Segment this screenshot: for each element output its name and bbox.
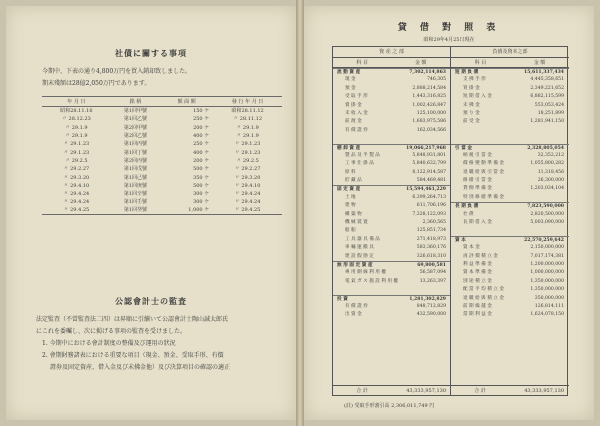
item-row [451,219,569,227]
item-name: 構 築 物 [345,211,362,217]
item-name: 配 當 平 均 積 立 金 [463,287,504,293]
bond-cell: 〃 29.1.9 [65,124,88,131]
col-date: 年 月 日 [42,97,111,107]
item-amount: 162,034,566 [416,127,446,133]
bond-cell: 昭和28.11.12 [231,108,264,115]
item-name: 工 事 仕 掛 品 [345,161,374,167]
item-amount [391,286,449,294]
bonds-description [42,66,267,90]
item-amount: 19,066,217,968 [406,145,446,151]
item-name: 資 本 準 備 金 [463,270,492,276]
item-name: 固 定 資 産 [337,187,361,193]
item-name [333,286,391,294]
item-amount: 1,683,975,586 [412,119,446,125]
liabilities-column [451,47,569,395]
item-row [451,185,569,193]
item-name: 支 拂 手 形 [463,77,486,83]
liabilities-header: 負債及資本之部 [451,47,569,58]
bond-cell: 〃 29.2.5 [65,157,88,164]
item-row [451,311,569,319]
bond-row [42,140,282,148]
item-name: 納 税 引 當 金 [463,152,492,158]
category-row [333,185,450,193]
item-row [451,169,569,177]
item-name: 長 期 借 入 金 [463,220,492,226]
category-row [451,202,569,210]
bond-cell: 〃 29.1.9 [65,133,88,140]
bond-cell: 150 ケ [193,108,210,115]
category-row [451,68,569,76]
item-name: 賣 掛 金 [345,102,362,108]
bond-cell: 〃 29.1.23 [63,141,90,148]
item-name: 貯 藏 品 [345,178,362,184]
col-issue-date: 發 行 年 月 日 [213,97,282,107]
audit-line: 2. 會期財務諸表における重要な項目（現金、預金、受取手形、有價 [42,352,224,359]
item-row [451,93,569,101]
item-name: 製 品 及 半 製 品 [345,152,380,158]
item-amount: 125,100,000 [416,110,446,116]
item-row [451,110,569,118]
item-amount: 8,122,914,587 [412,169,446,175]
bond-cell: 第2回丙號 [123,157,148,164]
bond-cell: 〃 29.4.24 [63,199,90,206]
bond-cell: 第2回乙號 [123,133,148,140]
item-col-label: 科 目 [356,60,369,66]
item-row [333,169,450,177]
item-amount: 56,587,094 [419,270,446,276]
item-name: 短 期 借 入 金 [463,94,492,100]
item-name: 買 掛 金 [463,85,480,91]
item-name: 流 動 資 産 [337,70,361,75]
item-row [451,211,569,219]
item-name [451,127,509,135]
category-row [333,144,450,152]
item-amount: 1,350,000,000 [530,278,564,284]
bond-cell: 〃 28.12.23 [61,116,91,123]
item-row [333,93,450,101]
item-amount: 2,820,500,000 [530,211,564,217]
item-name: 電 氣 ガ ス 施 設 利 用 權 [345,278,399,284]
bond-cell: 第1回己號 [123,174,148,181]
bond-row [42,115,282,123]
item-row [451,244,569,252]
bond-cell: 〃 29.2.5 [236,157,259,164]
item-amount: 26,300,000 [537,178,564,184]
bond-cell: 第1回壬號 [123,199,148,206]
item-row [333,227,450,235]
category-row [333,295,450,303]
bond-cell: 第1回乙號 [123,116,148,123]
item-amount: 584,469,481 [416,178,446,184]
item-amount: 2,150,000,000 [530,245,564,251]
bond-cell: 〃 29.4.10 [63,182,90,189]
category-row [333,68,450,76]
item-name: 再 評 價 積 立 金 [463,253,498,259]
item-row [333,303,450,311]
item-name [451,135,509,143]
item-amount: 4,445,358,651 [530,77,564,83]
item-name: 建 物 [345,203,356,209]
item-amount: 1,281,302,829 [409,296,446,302]
item-name: 土 地 [345,194,356,200]
item-name: 長 期 負 債 [455,204,479,210]
item-row [333,102,450,110]
item-amount [509,227,567,235]
item-amount: 1,002,426,847 [412,102,446,108]
bond-cell: 〃 29.3.20 [234,174,261,181]
total-label: 合 計 [474,388,486,394]
category-row [451,236,569,244]
item-name: 預 り 金 [463,110,480,116]
item-row [451,303,569,311]
audit-line: 證券及固定資産、借入金及び未拂金他）及び決算項目の確認の適正 [50,364,231,371]
item-amount: 11,318,456 [537,169,564,175]
total-label: 合 計 [356,388,368,394]
item-amount: 125,851,734 [416,228,446,234]
item-name: 別 途 積 立 金 [463,278,492,284]
item-name: 貸 倒 準 備 金 [463,186,492,192]
bond-cell: 300 ケ [193,199,210,206]
bond-row [42,107,282,115]
col-face: 額 面 額 [160,97,213,107]
item-row [333,118,450,126]
item-amount: 6,882,115,599 [530,94,564,100]
item-amount: 2,360,565 [422,220,446,226]
book-gutter [296,0,304,426]
item-amount: 5,848,931,801 [412,152,446,158]
item-name: 資 本 金 [463,245,480,251]
item-name: 投 資 [337,296,348,302]
item-amount: 432,590,000 [416,312,446,318]
bond-cell: 第1回辛號 [123,191,148,198]
item-amount: 22,570,259,642 [524,237,564,243]
item-col-label: 科 目 [474,60,487,66]
item-name: 受 取 手 形 [345,94,368,100]
item-amount: 15,594,461,229 [406,187,446,193]
bond-cell: 400 ケ [193,149,210,156]
item-name: 現 金 [345,77,356,83]
assets-column [333,47,451,395]
liabilities-subheader [451,58,569,68]
item-row [451,135,569,143]
category-row [333,261,450,269]
item-row [333,110,450,118]
bond-row [42,189,282,197]
left-page [6,6,296,420]
bond-cell: 〃 28.11.12 [233,116,263,123]
bond-cell: 500 ケ [193,166,210,173]
total-liabilities: 43,333,957,130 [524,388,564,394]
bond-cell: 250 ケ [193,141,210,148]
item-row [333,311,450,319]
item-row [333,160,450,168]
bond-cell: 〃 29.4.24 [234,191,261,198]
amount-col-label: 金 額 [414,60,427,66]
item-row [333,253,450,261]
item-row [333,269,450,277]
audit-line: 法定監査（不當監査法二四）は昇順に引續いて公認會計士陶山誠太郎氏 [36,316,229,323]
bond-row [42,156,282,164]
bonds-section-title: 社債に關する事項 [115,48,187,58]
item-name: 工 具 器 具 備 品 [345,236,380,242]
bond-cell: 〃 29.4.25 [42,206,111,214]
item-amount: 32,352,212 [537,152,564,158]
item-amount: 1,281,941,150 [530,119,564,125]
bond-cell: 第1回庚號 [123,182,148,189]
bond-cell: 300 ケ [193,191,210,198]
item-name: 退 職 給 與 積 立 金 [463,295,504,301]
item-name: 資 本 [455,237,466,243]
bond-cell: 〃 29.4.24 [63,191,90,198]
item-amount: 15,611,337,434 [524,70,564,75]
assets-subheader [333,58,450,68]
bond-row [42,165,282,173]
item-row [451,194,569,202]
bond-cell: 〃 29.2.27 [63,166,90,173]
item-name: 價 格 變 動 準 備 金 [463,161,504,167]
item-amount: 2,349,221,652 [530,85,564,91]
bond-cell: 第1回甲號 [123,108,148,115]
bond-cell: 〃 29.1.23 [234,149,261,156]
item-row [451,278,569,286]
balance-sheet-table [332,46,568,396]
item-amount: 611,706,196 [416,203,446,209]
item-row [451,127,569,135]
audit-line: 1. 今期中における會計制度の整備及び運用の狀況 [42,340,176,347]
item-amount: 7,302,114,863 [409,70,446,75]
item-row [333,177,450,185]
item-name: 船 舶 [345,228,356,234]
bond-cell: 昭和28.11.16 [60,108,93,115]
item-name: 退 職 給 與 引 當 金 [463,169,504,175]
item-name: 社 債 [463,211,474,217]
item-row [451,76,569,84]
bonds-text-line: 今期中、下表の通り4,800万円を買入銷却致しました。 [42,68,192,75]
item-row [451,160,569,168]
item-row [333,211,450,219]
item-amount: 1,000,000,000 [530,270,564,276]
item-row [333,194,450,202]
item-name: 有 價 證 券 [345,127,368,133]
bond-cell: 第1回丁號 [123,149,148,156]
item-row [451,118,569,126]
bond-row [42,206,282,214]
item-amount [509,135,567,143]
item-name: 修 繕 引 當 金 [463,178,492,184]
bond-cell: 250 ケ [193,116,210,123]
item-name: 棚 卸 資 産 [337,145,361,151]
bond-cell: 〃 29.4.25 [213,206,282,214]
item-amount: 326,618,310 [416,253,446,259]
item-name: 車 輛 運 搬 具 [345,245,374,251]
item-name: 建 設 假 勘 定 [345,253,374,259]
item-amount: 1,055,800,282 [530,161,564,167]
bond-row [42,148,282,156]
bond-cell: 第1回癸號 [111,206,160,214]
item-amount: 1,443,316,825 [412,94,446,100]
assets-total-row [333,385,450,395]
item-amount: 583,360,176 [416,245,446,251]
item-amount: 69,800,581 [417,262,446,268]
item-name: 無 形 固 定 資 産 [337,262,373,268]
bond-cell: 〃 29.1.9 [236,124,259,131]
balance-sheet-date: 昭和29年4月25日現在 [423,37,475,43]
item-amount [391,135,449,143]
right-page [304,6,594,420]
item-amount: 13,263,397 [419,278,446,284]
item-amount: 126,814,111 [534,303,564,309]
item-amount: 2,328,805,054 [527,145,564,151]
bond-row [42,131,282,139]
bond-cell: 〃 29.2.27 [234,166,261,173]
item-row [333,85,450,93]
item-row [333,135,450,143]
item-amount: 350,000,000 [534,295,564,301]
item-name: 未 拂 金 [463,102,480,108]
item-name: 預 金 [345,85,356,91]
item-row [333,202,450,210]
item-name: 前 受 金 [463,119,480,125]
item-amount: 7,823,590,000 [527,204,564,210]
total-assets: 43,333,957,130 [406,388,446,394]
bond-cell: 第1回丙號 [123,141,148,148]
item-row [451,177,569,185]
item-amount: 848,712,829 [416,303,446,309]
item-row [451,286,569,294]
amount-col-label: 金 額 [533,60,546,66]
bond-cell: 200 ケ [193,124,210,131]
item-amount: 6,399,264,713 [412,194,446,200]
item-amount: 5,003,090,000 [530,220,564,226]
category-row [451,144,569,152]
bond-cell: 400 ケ [193,133,210,140]
bond-row [42,123,282,131]
item-amount: 271,418,973 [416,236,446,242]
item-name: 原 料 [345,169,356,175]
item-row [451,152,569,160]
item-row [451,227,569,235]
bond-cell: 〃 29.4.24 [234,199,261,206]
item-name: 短 期 負 債 [455,70,479,75]
item-name [451,227,509,235]
bond-cell: 〃 29.4.10 [234,182,261,189]
item-row [333,278,450,286]
item-row [451,253,569,261]
item-amount: 1,624,078,150 [530,312,564,318]
col-issue: 銘 柄 [111,97,160,107]
bond-cell: 第2回甲號 [123,124,148,131]
liabilities-total-row [451,385,569,395]
item-row [451,295,569,303]
audit-text [36,314,276,374]
item-row [333,286,450,294]
item-amount: 5,840,632,799 [412,161,446,167]
audit-line: にこれを委囑し、次に掲げる事項の監査を受けました。 [36,328,187,335]
item-amount [509,127,567,135]
bond-cell: 500 ケ [193,182,210,189]
item-name: 專 用 側 線 利 用 權 [345,270,386,276]
item-amount: 1,203,034,104 [530,186,564,192]
item-amount: 553,053,424 [534,102,564,108]
item-row [333,219,450,227]
item-amount: 2,888,214,584 [412,85,446,91]
bond-cell: 〃 29.1.23 [234,141,261,148]
bond-cell: 1,000 ケ [160,206,213,214]
audit-section-title: 公認會計士の監査 [115,296,187,306]
bond-cell: 〃 29.3.20 [63,174,90,181]
assets-header: 資 産 之 部 [333,47,450,58]
item-amount: 1,350,000,000 [530,287,564,293]
bond-cell: 200 ケ [193,157,210,164]
item-amount: 746,305 [427,77,446,83]
item-row [451,269,569,277]
bond-cell: 〃 29.1.23 [63,149,90,156]
bonds-table [42,96,282,215]
item-amount: 1,200,000,000 [530,261,564,267]
bond-cell: 350 ケ [193,174,210,181]
item-name: 機 械 裝 置 [345,220,368,226]
item-row [451,102,569,110]
item-name: 前 渡 金 [345,119,362,125]
item-amount: 7,328,122,093 [412,211,446,217]
item-amount: 7,017,174,381 [530,253,564,259]
item-row [333,127,450,135]
item-name: 當 期 利 益 金 [463,312,492,318]
item-row [451,261,569,269]
item-name: 未 收 入 金 [345,110,368,116]
item-row [451,85,569,93]
item-name: 引 當 金 [455,145,472,151]
item-amount: 18,251,899 [537,110,564,116]
bonds-text-line: 期末殘額は28億2,050万円であります。 [42,80,151,87]
item-row [333,236,450,244]
balance-sheet-title: 貸 借 對 照 表 [397,23,501,33]
item-amount [509,194,567,202]
item-name: 特 別 修 繕 準 備 金 [463,194,504,200]
item-row [333,152,450,160]
item-name [333,135,391,143]
bond-row [42,173,282,181]
bond-cell: 第1回戊號 [123,166,148,173]
item-row [333,244,450,252]
footnote: (註) 受取手形割引高 2,306,011,749 円 [344,403,435,409]
item-name: 利 益 準 備 金 [463,261,492,267]
bond-row [42,198,282,206]
item-name: 前 期 繰 越 金 [463,303,492,309]
bond-cell: 〃 29.1.9 [236,133,259,140]
item-row [333,76,450,84]
item-name: 出 資 金 [345,312,362,318]
bond-row [42,181,282,189]
item-name: 有 價 證 券 [345,303,368,309]
